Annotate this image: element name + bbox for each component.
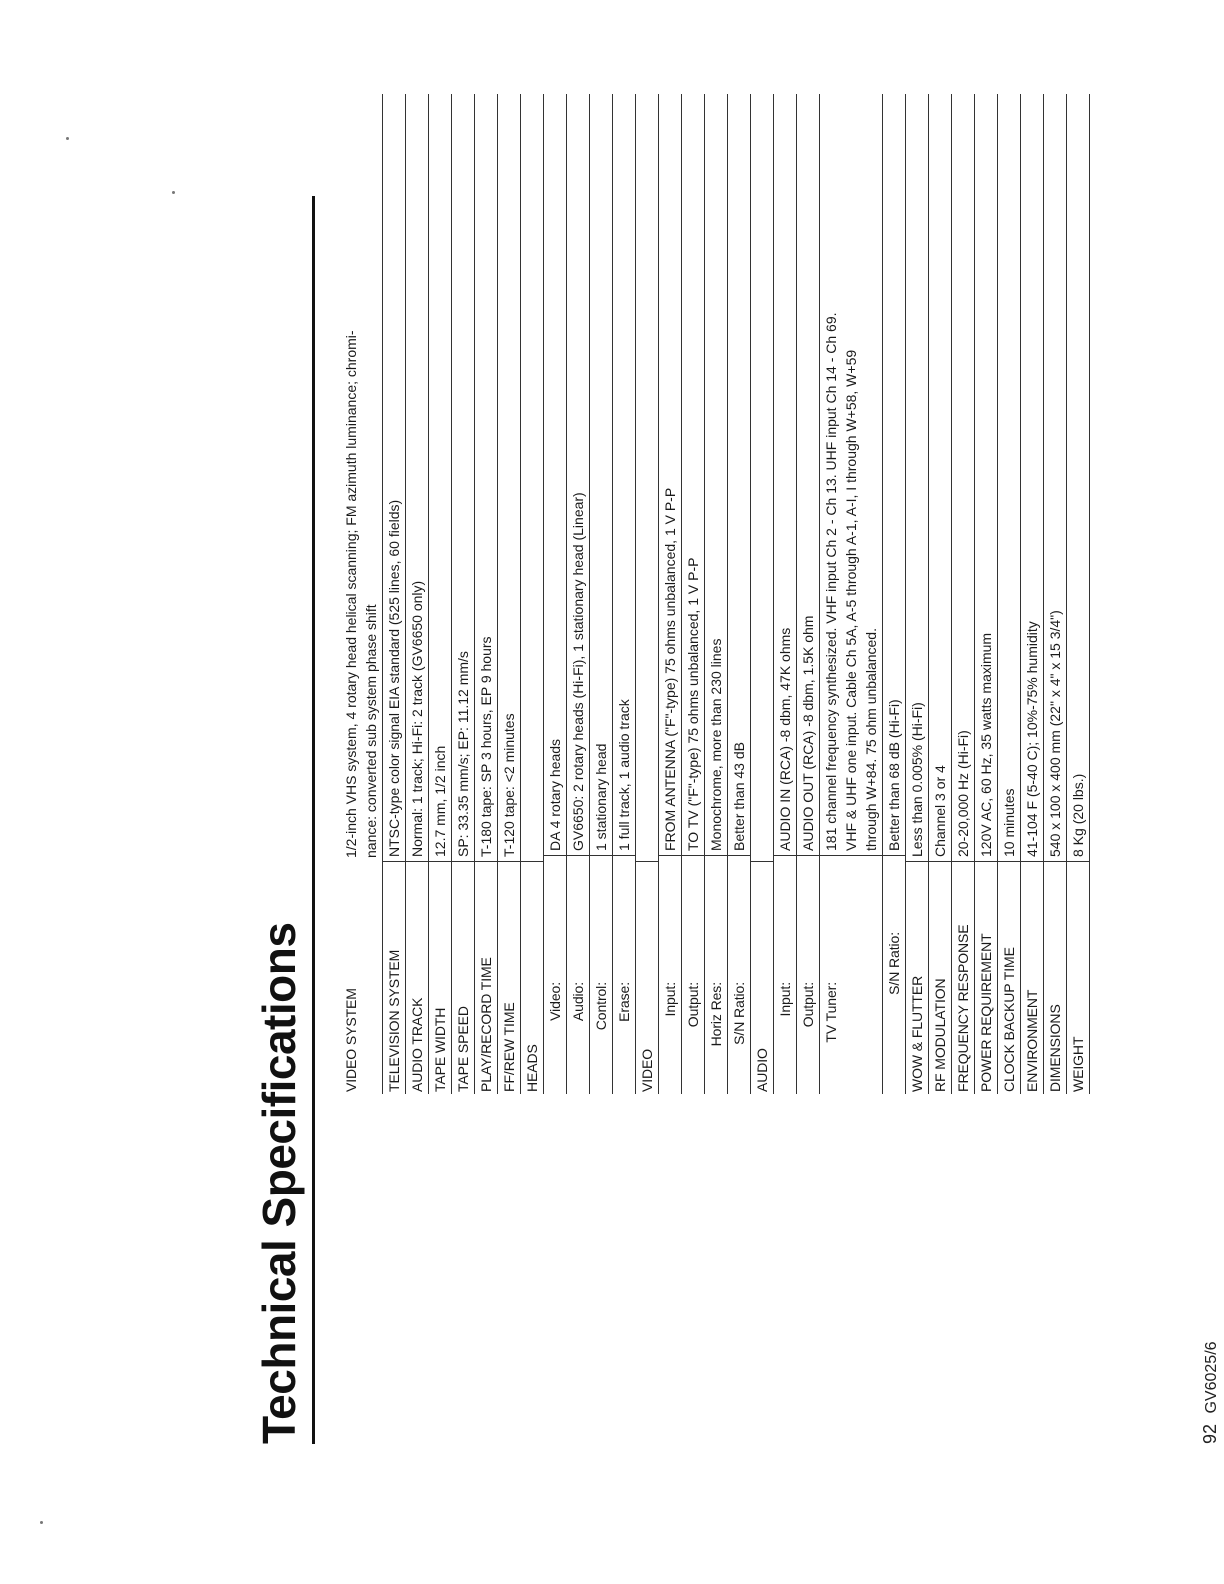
spec-row-video-input xyxy=(659,94,682,1094)
spec-value: Monochrome, more than 230 lines xyxy=(705,94,727,856)
spec-sub-label: TV Tuner: xyxy=(823,982,839,1043)
spec-label: WOW & FLUTTER xyxy=(909,975,925,1092)
spec-value-line: 1/2-inch VHS system, 4 rotary head helical scanning; FM azimuth luminance; chromi- xyxy=(343,330,359,858)
spec-row-heads-audio xyxy=(567,94,590,1094)
spec-row-heads-control xyxy=(590,94,613,1094)
spec-sub-label: Control: xyxy=(593,982,609,1031)
spec-section-label: AUDIO xyxy=(754,1048,770,1092)
spec-row-heads xyxy=(521,94,544,1094)
scan-speck xyxy=(172,191,175,194)
scan-speck xyxy=(66,137,69,140)
spec-value: 10 minutes xyxy=(998,94,1020,862)
spec-value xyxy=(340,94,382,862)
spec-label: FREQUENCY RESPONSE xyxy=(955,924,971,1092)
scan-speck xyxy=(40,1521,43,1524)
spec-sub-label: S/N Ratio: xyxy=(886,932,902,995)
spec-value xyxy=(820,94,882,856)
spec-table xyxy=(340,94,1090,1094)
spec-label: DIMENSIONS xyxy=(1047,1004,1063,1092)
spec-row-power-requirement xyxy=(975,94,998,1094)
spec-row-heads-erase xyxy=(613,94,636,1094)
spec-row-video-sn-ratio xyxy=(728,94,751,1094)
spec-value: GV6650: 2 rotary heads (Hi-Fi), 1 stationary head (Linear) xyxy=(567,94,589,856)
spec-value-line: nance: converted sub system phase shift xyxy=(363,604,379,858)
spec-row-audio-input xyxy=(774,94,797,1094)
spec-section-label: HEADS xyxy=(524,1044,540,1092)
spec-label: PLAY/RECORD TIME xyxy=(478,957,494,1092)
spec-sub-label: Output: xyxy=(685,982,701,1028)
spec-row-television-system xyxy=(383,94,406,1094)
spec-row-audio-output xyxy=(797,94,820,1094)
spec-value xyxy=(521,94,543,862)
spec-label: AUDIO TRACK xyxy=(409,997,425,1092)
spec-value: 120V AC, 60 Hz, 35 watts maximum xyxy=(975,94,997,862)
spec-value: AUDIO OUT (RCA) -8 dbm, 1.5K ohm xyxy=(797,94,819,856)
spec-row-video-system xyxy=(340,94,383,1094)
spec-value: FROM ANTENNA ("F"-type) 75 ohms unbalanced, 1 V P-P xyxy=(659,94,681,856)
spec-sub-label: S/N Ratio: xyxy=(731,982,747,1045)
spec-value: DA 4 rotary heads xyxy=(544,94,566,856)
spec-row-wow-flutter xyxy=(906,94,929,1094)
spec-label: POWER REQUIREMENT xyxy=(978,933,994,1092)
spec-row-audio-sn-ratio xyxy=(883,94,906,1094)
spec-row-audio-tv-tuner xyxy=(820,94,883,1094)
spec-label: FF/REW TIME xyxy=(501,1002,517,1092)
spec-value xyxy=(751,94,773,862)
spec-sub-label: Horiz Res: xyxy=(708,982,724,1047)
spec-value: T-180 tape: SP 3 hours, EP 9 hours xyxy=(475,94,497,862)
spec-value-line: 181 channel frequency synthesized. VHF input Ch 2 - Ch 13. UHF input Ch 14 - Ch 69. xyxy=(823,312,839,851)
spec-row-rf-modulation xyxy=(929,94,952,1094)
spec-value: NTSC-type color signal EIA standard (525 lines, 60 fields) xyxy=(383,94,405,862)
spec-value: SP: 33.35 mm/s; EP: 11.12 mm/s xyxy=(452,94,474,862)
spec-row-environment xyxy=(1021,94,1044,1094)
spec-value: TO TV ("F"-type) 75 ohms unbalanced, 1 V P-P xyxy=(682,94,704,856)
spec-sub-label: Video: xyxy=(547,982,563,1021)
spec-sub-label: Output: xyxy=(800,982,816,1028)
spec-row-audio-track xyxy=(406,94,429,1094)
page-number: 92 xyxy=(1200,1423,1220,1444)
spec-label: VIDEO SYSTEM xyxy=(343,988,359,1092)
spec-row-video-output xyxy=(682,94,705,1094)
spec-value: AUDIO IN (RCA) -8 dbm, 47K ohms xyxy=(774,94,796,856)
spec-row-weight xyxy=(1067,94,1090,1094)
spec-value: 8 Kg (20 lbs.) xyxy=(1067,94,1089,862)
spec-label: RF MODULATION xyxy=(932,978,948,1092)
page-title: Technical Specifications xyxy=(253,922,305,1444)
model-number: GV6025/6 xyxy=(1203,1341,1220,1414)
spec-sub-label: Erase: xyxy=(616,982,632,1022)
spec-value-line: VHF & UHF one input. Cable Ch 5A, A-5 through A-1, A-I, I through W+58, W+59 xyxy=(843,349,859,851)
spec-label: TELEVISION SYSTEM xyxy=(386,949,402,1092)
spec-label: TAPE SPEED xyxy=(455,1006,471,1092)
spec-row-frequency-response xyxy=(952,94,975,1094)
page-footer xyxy=(1200,1341,1221,1444)
spec-sub-label: Audio: xyxy=(570,982,586,1022)
spec-sub-label: Input: xyxy=(662,982,678,1017)
spec-value: Better than 43 dB xyxy=(728,94,750,856)
spec-row-video-horiz-res xyxy=(705,94,728,1094)
spec-row-tape-width xyxy=(429,94,452,1094)
spec-value-line: through W+84. 75 ohm unbalanced. xyxy=(863,628,879,851)
title-rule xyxy=(312,196,315,1444)
spec-row-clock-backup-time xyxy=(998,94,1021,1094)
spec-value: Normal: 1 track; Hi-Fi: 2 track (GV6650 only) xyxy=(406,94,428,862)
spec-section-label: VIDEO xyxy=(639,1048,655,1092)
spec-value: 41-104 F (5-40 C); 10%-75% humidity xyxy=(1021,94,1043,862)
spec-row-tape-speed xyxy=(452,94,475,1094)
spec-row-play-record-time xyxy=(475,94,498,1094)
spec-value: Channel 3 or 4 xyxy=(929,94,951,862)
spec-value: 12.7 mm, 1/2 inch xyxy=(429,94,451,862)
spec-sub-label: Input: xyxy=(777,982,793,1017)
spec-value: Less than 0.005% (Hi-Fi) xyxy=(906,94,928,862)
spec-label: WEIGHT xyxy=(1070,1036,1086,1092)
spec-row-ff-rew-time xyxy=(498,94,521,1094)
spec-label: ENVIRONMENT xyxy=(1024,989,1040,1092)
spec-value: 1 stationary head xyxy=(590,94,612,856)
spec-value: Better than 68 dB (Hi-Fi) xyxy=(883,94,905,856)
spec-row-video xyxy=(636,94,659,1094)
spec-value: 540 x 100 x 400 mm (22" x 4" x 15 3/4") xyxy=(1044,94,1066,862)
spec-row-audio xyxy=(751,94,774,1094)
spec-value: 20-20,000 Hz (Hi-Fi) xyxy=(952,94,974,862)
spec-label: CLOCK BACKUP TIME xyxy=(1001,947,1017,1092)
spec-value: T-120 tape: <2 minutes xyxy=(498,94,520,862)
spec-value xyxy=(636,94,658,862)
spec-row-dimensions xyxy=(1044,94,1067,1094)
spec-value: 1 full track, 1 audio track xyxy=(613,94,635,856)
spec-label: TAPE WIDTH xyxy=(432,1007,448,1092)
spec-row-heads-video xyxy=(544,94,567,1094)
